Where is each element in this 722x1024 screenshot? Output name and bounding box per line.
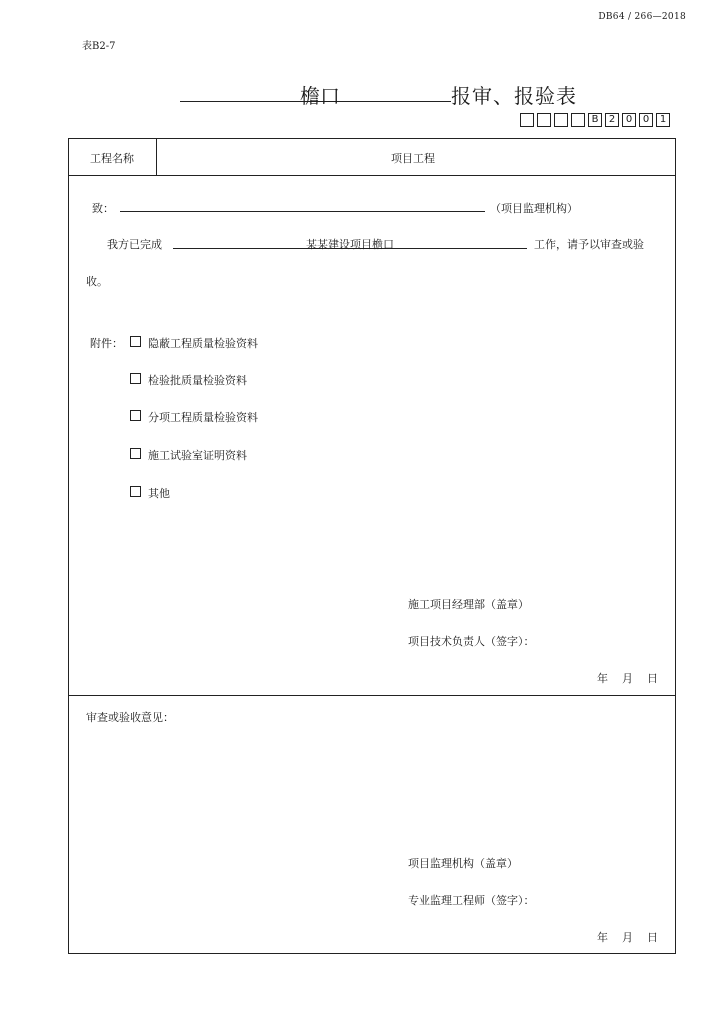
project-name-value[interactable]: 项目工程 (391, 152, 435, 165)
application-date[interactable]: 年 月 日 (597, 672, 658, 685)
standard-number: DB64 / 266—2018 (598, 12, 686, 22)
code-box (537, 113, 551, 127)
attachment-item: 隐蔽工程质量检验资料 (148, 337, 258, 350)
attachment-item: 分项工程质量检验资料 (148, 411, 258, 424)
attachment-checkbox[interactable] (130, 336, 141, 347)
attachments-label: 附件： (90, 337, 123, 350)
tech-lead-signature-label[interactable]: 项目技术负责人（签字）： (408, 635, 535, 648)
review-date[interactable]: 年 月 日 (597, 931, 658, 944)
attachment-item: 其他 (148, 487, 170, 500)
contractor-seal-label: 施工项目经理部（盖章） (408, 598, 529, 611)
completed-suffix: 工作，请予以审查或验 (534, 238, 644, 251)
form-code-boxes (520, 113, 670, 127)
code-box: 0 (639, 113, 653, 127)
supervising-engineer-signature-label[interactable]: 专业监理工程师（签字）： (408, 894, 535, 907)
supervisor-seal-label: 项目监理机构（盖章） (408, 857, 518, 870)
form-frame (68, 138, 676, 954)
review-opinion-label: 审查或验收意见： (86, 711, 174, 724)
title-fill-value: 檐口 (300, 84, 340, 108)
section-divider (68, 695, 676, 696)
table-number: 表B2-7 (82, 41, 116, 52)
code-box: 1 (656, 113, 670, 127)
attachment-checkbox[interactable] (130, 486, 141, 497)
attachment-item: 施工试验室证明资料 (148, 449, 247, 462)
code-box: 2 (605, 113, 619, 127)
code-box: 0 (622, 113, 636, 127)
attachment-item: 检验批质量检验资料 (148, 374, 247, 387)
completed-prefix: 我方已完成 (107, 238, 162, 251)
attachment-checkbox[interactable] (130, 373, 141, 384)
attachment-checkbox[interactable] (130, 448, 141, 459)
code-box (571, 113, 585, 127)
column-divider (156, 138, 157, 175)
code-box: B (588, 113, 602, 127)
code-box (554, 113, 568, 127)
page-title: 报审、报验表 (451, 84, 577, 108)
completed-wrap: 收。 (86, 275, 108, 288)
row-divider (68, 175, 676, 176)
code-box (520, 113, 534, 127)
completed-field[interactable]: 某某建设项目檐口 (306, 238, 394, 251)
to-label: 致： (92, 202, 114, 215)
to-field[interactable] (120, 211, 485, 212)
project-name-label: 工程名称 (90, 152, 134, 165)
attachment-checkbox[interactable] (130, 410, 141, 421)
to-suffix: （项目监理机构） (490, 202, 578, 215)
